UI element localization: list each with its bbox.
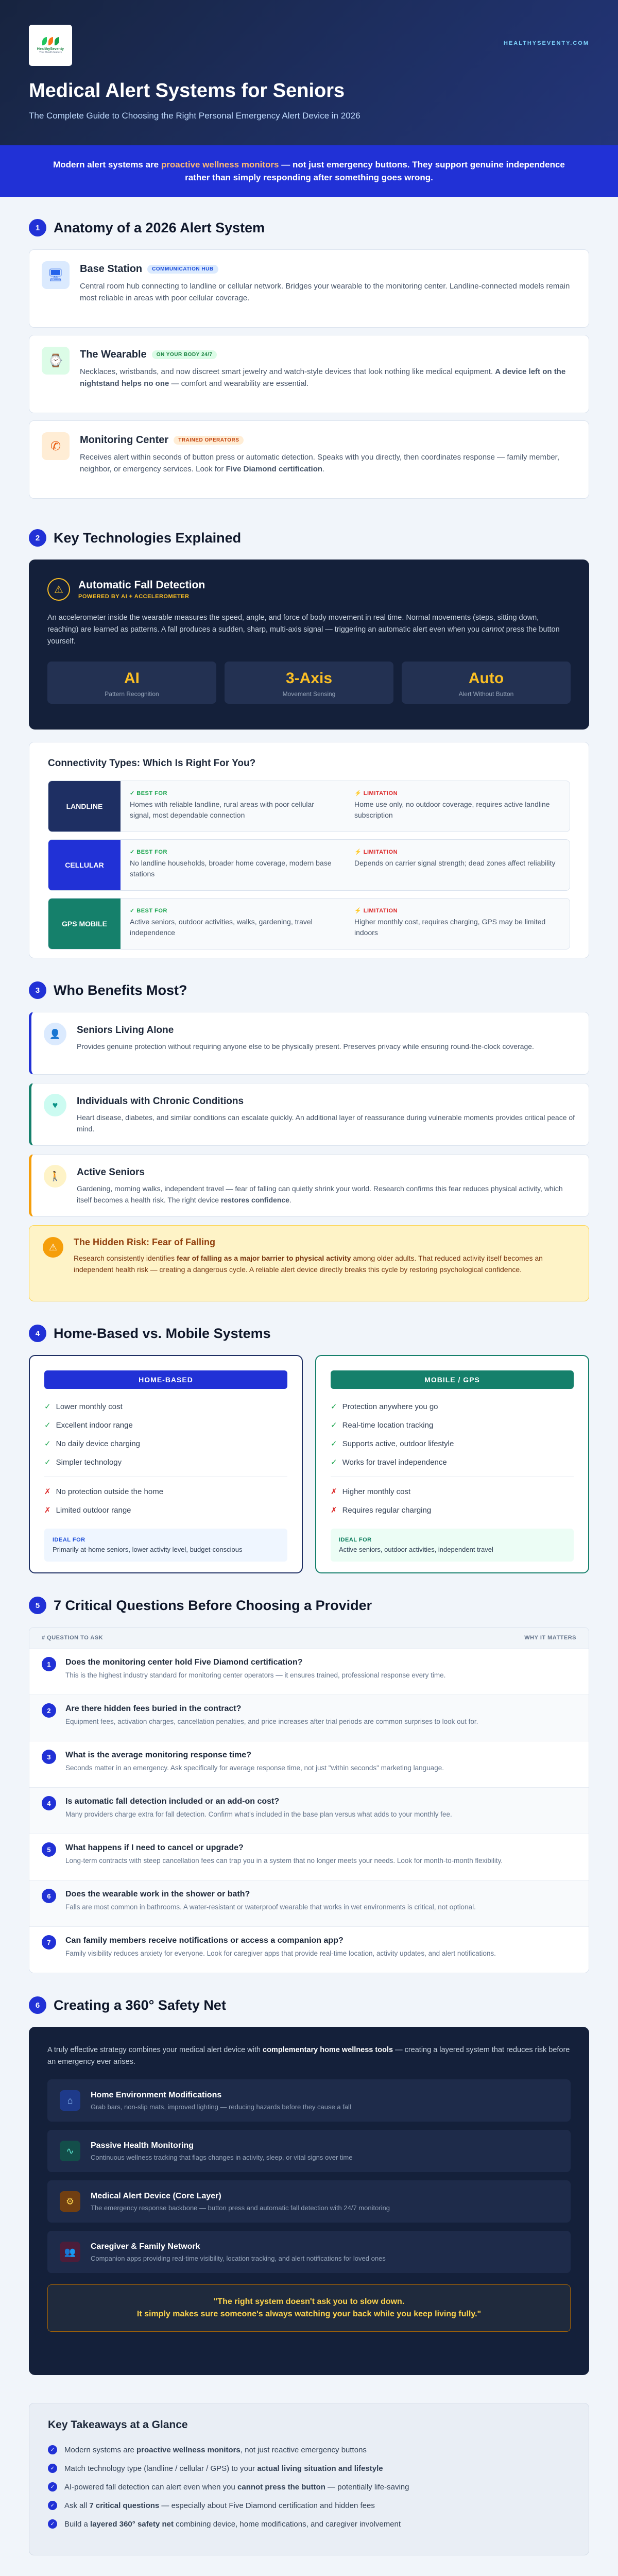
column-header: WHY IT MATTERS (524, 1635, 576, 1641)
walking-icon: 🚶 (44, 1165, 66, 1188)
section-number: 2 (29, 529, 46, 547)
column-header: # QUESTION TO ASK (42, 1635, 104, 1641)
connectivity-title: Connectivity Types: Which Is Right For You? (48, 758, 256, 769)
quote-line: "The right system doesn't ask you to slow down. (213, 2297, 405, 2306)
question-row (29, 1880, 589, 1926)
benefit-card-chronic (29, 1083, 589, 1146)
card-text: Central room hub connecting to landline or cellular network. Bridges your wearable to the monitoring center. Landline-connected models remain most reliable in areas with poor cellular coverage. (80, 282, 570, 303)
takeaways-title: Key Takeaways at a Glance (48, 2419, 188, 2431)
benefit-title: Seniors Living Alone (77, 1025, 174, 1036)
banner-highlight: proactive wellness monitors (161, 159, 279, 170)
benefit-card-active (29, 1154, 589, 1217)
section-6-header (29, 1995, 589, 2015)
quote-line: It simply makes sure someone's always watching your back while you keep living fully." (136, 2310, 482, 2319)
question-reason: Long-term contracts with steep cancellation fees can trap you in a system that no longer meets your needs. Look for month-to-month flexibility. (65, 1857, 503, 1865)
stat-tile: 3-Axis Movement Sensing (225, 662, 393, 704)
question-reason: Seconds matter in an emergency. Ask specifically for average response time, not just "within seconds" marketing language. (65, 1764, 444, 1772)
ideal-for-box: IDEAL FOR Active seniors, outdoor activities, independent travel (331, 1529, 574, 1562)
card-pill: ON YOUR BODY 24/7 (152, 350, 217, 359)
anatomy-card-monitoring-center (29, 420, 589, 499)
fall-text: An accelerometer inside the wearable measures the speed, angle, and force of body movement in real time. Normal movements (steps, sitting down, reaching) are learned as patterns. A fall produces a sudden, sharp, multi-axis signal — triggering an automatic alert even when you cannot press the button yourself. (47, 614, 560, 646)
section-5-header (29, 1595, 589, 1616)
benefit-title: Individuals with Chronic Conditions (77, 1096, 244, 1107)
quote-box (47, 2284, 571, 2332)
section-title: Anatomy of a 2026 Alert System (54, 219, 265, 235)
section-4-header (29, 1323, 589, 1344)
question-number: 6 (42, 1889, 56, 1903)
question-number: 5 (42, 1842, 56, 1857)
pro-item: ✓ Simpler technology (44, 1458, 122, 1467)
benefit-text: Provides genuine protection without requiring anyone else to be physically present. Preserves privacy while ensuring round-the-clock coverage. (77, 1042, 534, 1050)
question-number: 4 (42, 1796, 56, 1810)
section-1-header (29, 217, 589, 238)
safety-layer: ⌂ Home Environment Modifications Grab bars, non-slip mats, improved lighting — reducing hazards before they cause a fall (47, 2079, 571, 2122)
safety-layer: ⚙ Medical Alert Device (Core Layer) The emergency response backbone — button press and automatic fall detection with 24/7 monitoring (47, 2180, 571, 2223)
question-text: Are there hidden fees buried in the contract? (65, 1704, 242, 1713)
logo-name: HealthySeventy (37, 47, 64, 51)
home-icon: ⌂ (60, 2090, 80, 2111)
heart-icon: ♥ (44, 1094, 66, 1116)
questions-table (29, 1627, 589, 1973)
section-number: 4 (29, 1325, 46, 1342)
question-reason: Family visibility reduces anxiety for everyone. Look for caregiver apps that provide real-time location, activity updates, and alert notifications. (65, 1950, 496, 1957)
question-reason: Falls are most common in bathrooms. A water-resistant or waterproof wearable that works in wet environments is critical, not optional. (65, 1903, 476, 1911)
card-text: Receives alert within seconds of button press or automatic detection. Speaks with you directly, then coordinates response — family member, neighbor, or emergency services. Look for Five Diamond certification. (80, 453, 560, 474)
section-number: 1 (29, 219, 46, 236)
takeaway-item: ✓ Build a layered 360° safety net combining device, home modifications, and caregiver involvement (48, 2515, 570, 2533)
card-title: Monitoring Center (80, 434, 169, 446)
takeaway-item: ✓ AI-powered fall detection can alert even when you cannot press the button — potentially life-saving (48, 2478, 570, 2496)
question-text: Can family members receive notifications or access a companion app? (65, 1936, 344, 1945)
check-icon: ✓ (48, 2464, 57, 2473)
hidden-risk-callout (29, 1225, 589, 1301)
section-number: 3 (29, 981, 46, 999)
question-number: 1 (42, 1657, 56, 1671)
pulse-icon: ∿ (60, 2141, 80, 2161)
section-number: 6 (29, 1996, 46, 2014)
question-reason: Equipment fees, activation charges, cancellation penalties, and price increases after trial periods are common surprises to look out for. (65, 1718, 478, 1725)
connectivity-row-gps: GPS MOBILE ✓ BEST FOR Active seniors, outdoor activities, walks, gardening, travel independence ⚡ LIMITATION Higher monthly cost, requires charging, GPS may be limited indoors (48, 898, 570, 950)
section-number: 5 (29, 1597, 46, 1614)
pro-item: ✓ Excellent indoor range (44, 1420, 133, 1430)
question-number: 3 (42, 1750, 56, 1764)
question-text: Does the wearable work in the shower or bath? (65, 1890, 250, 1899)
banner-text-end: — not just emergency buttons. They support genuine independence rather than simply responding after something goes wrong. (185, 159, 565, 182)
anatomy-card-wearable (29, 335, 589, 413)
benefit-card-living-alone (29, 1012, 589, 1075)
safety-layer: 👥 Caregiver & Family Network Companion apps providing real-time visibility, location tracking, and alert notifications for loved ones (47, 2231, 571, 2273)
con-item: ✗ Requires regular charging (331, 1505, 432, 1515)
risk-text: Research consistently identifies fear of falling as a major barrier to physical activity among older adults. That reduced activity itself becomes an independent health risk — creating a dangerous cycle. A reliable alert device directly breaks this cycle by restoring psychological confidence. (74, 1254, 543, 1274)
question-row (29, 1834, 589, 1880)
fall-icon: ⚠ (47, 578, 70, 601)
pro-item: ✓ Works for travel independence (331, 1458, 447, 1467)
takeaway-item: ✓ Match technology type (landline / cellular / GPS) to your actual living situation and lifestyle (48, 2459, 570, 2478)
phone-icon: ✆ (42, 432, 70, 460)
connectivity-row-landline: LANDLINE ✓ BEST FOR Homes with reliable landline, rural areas with poor cellular signal, most dependable connection ⚡ LIMITATION Home use only, no outdoor coverage, requires active landline subscription (48, 781, 570, 832)
home-based-card (29, 1355, 303, 1573)
stat-tile: Auto Alert Without Button (402, 662, 571, 704)
intro-banner (0, 145, 618, 197)
banner-text: Modern alert systems are (53, 159, 161, 170)
benefit-title: Active Seniors (77, 1167, 145, 1178)
ideal-for-box: IDEAL FOR Primarily at-home seniors, lower activity level, budget-conscious (44, 1529, 287, 1562)
question-text: What is the average monitoring response time? (65, 1751, 251, 1759)
fall-subtitle: POWERED BY AI + ACCELEROMETER (78, 594, 190, 600)
check-icon: ✓ (48, 2445, 57, 2454)
site-logo[interactable] (29, 25, 72, 66)
card-title: The Wearable (80, 349, 147, 360)
page-subtitle: The Complete Guide to Choosing the Right Personal Emergency Alert Device in 2026 (29, 111, 360, 121)
con-item: ✗ Limited outdoor range (44, 1505, 131, 1515)
pro-item: ✓ Real-time location tracking (331, 1420, 434, 1430)
connectivity-row-cellular: CELLULAR ✓ BEST FOR No landline households, broader home coverage, modern base stations ⚡ LIMITATION Depends on carrier signal strength; dead zones affect reliability (48, 839, 570, 891)
section-title: Who Benefits Most? (54, 982, 187, 998)
benefit-text: Gardening, morning walks, independent travel — fear of falling can quietly shrink your world. Research confirms this fear reduces physical activity, which itself becomes a health risk. The right device restores confidence. (77, 1184, 563, 1204)
connectivity-panel (29, 742, 589, 958)
con-item: ✗ No protection outside the home (44, 1487, 164, 1496)
card-title: Base Station (80, 263, 143, 275)
fall-title: Automatic Fall Detection (78, 579, 205, 591)
question-row (29, 1694, 589, 1741)
benefit-text: Heart disease, diabetes, and similar conditions can escalate quickly. An additional layer of reassurance during vulnerable moments provides critical peace of mind. (77, 1113, 575, 1133)
takeaway-item: ✓ Ask all 7 critical questions — especially about Five Diamond certification and hidden fees (48, 2496, 570, 2515)
safety-layer: ∿ Passive Health Monitoring Continuous wellness tracking that flags changes in activity, sleep, or vital signs over time (47, 2130, 571, 2172)
section-2-header (29, 528, 589, 548)
site-url[interactable]: HEALTHYSEVENTY.COM (504, 40, 589, 46)
section-3-header (29, 980, 589, 1001)
alert-icon: ⚙ (60, 2191, 80, 2212)
section-title: 7 Critical Questions Before Choosing a Provider (54, 1597, 372, 1613)
question-row (29, 1648, 589, 1694)
question-text: What happens if I need to cancel or upgrade? (65, 1843, 244, 1852)
stat-tile: AI Pattern Recognition (47, 662, 216, 704)
card-header: MOBILE / GPS (331, 1370, 574, 1389)
check-icon: ✓ (48, 2482, 57, 2492)
question-row (29, 1787, 589, 1834)
card-pill: COMMUNICATION HUB (147, 265, 218, 274)
warning-icon: ⚠ (43, 1237, 63, 1258)
anatomy-card-base-station (29, 249, 589, 328)
pro-item: ✓ Protection anywhere you go (331, 1402, 438, 1411)
fall-detection-panel (29, 560, 589, 730)
takeaways-panel (29, 2403, 589, 2555)
logo-tagline: Your Health Matters (39, 50, 62, 54)
section-title: Creating a 360° Safety Net (54, 1997, 226, 2013)
card-header: HOME-BASED (44, 1370, 287, 1389)
pro-item: ✓ Supports active, outdoor lifestyle (331, 1439, 454, 1448)
question-text: Is automatic fall detection included or an add-on cost? (65, 1797, 280, 1806)
card-pill: TRAINED OPERATORS (174, 436, 244, 445)
pro-item: ✓ No daily device charging (44, 1439, 141, 1448)
question-row (29, 1926, 589, 1973)
takeaway-item: ✓ Modern systems are proactive wellness monitors, not just reactive emergency buttons (48, 2441, 570, 2459)
con-item: ✗ Higher monthly cost (331, 1487, 411, 1496)
section-title: Home-Based vs. Mobile Systems (54, 1325, 271, 1341)
person-icon: 👤 (44, 1023, 66, 1045)
watch-icon: ⌚ (42, 347, 70, 375)
question-text: Does the monitoring center hold Five Diamond certification? (65, 1658, 303, 1667)
page-title: Medical Alert Systems for Seniors (29, 80, 345, 101)
pro-item: ✓ Lower monthly cost (44, 1402, 123, 1411)
hero (0, 0, 618, 145)
question-reason: This is the highest industry standard for monitoring center operators — it ensures trained, professional response every time. (65, 1671, 446, 1679)
question-reason: Many providers charge extra for fall detection. Confirm what's included in the base plan versus what adds to your monthly fee. (65, 1810, 452, 1818)
section-title: Key Technologies Explained (54, 530, 242, 546)
card-text: Necklaces, wristbands, and now discreet smart jewelry and watch-style devices that look nothing like medical equipment. A device left on the nightstand helps no one — comfort and wearability are essential. (80, 367, 566, 388)
question-number: 7 (42, 1935, 56, 1950)
people-icon: 👥 (60, 2242, 80, 2262)
safety-net-panel (29, 2027, 589, 2375)
mobile-gps-card (315, 1355, 589, 1573)
question-number: 2 (42, 1703, 56, 1718)
check-icon: ✓ (48, 2501, 57, 2510)
risk-title: The Hidden Risk: Fear of Falling (74, 1237, 216, 1247)
question-row (29, 1741, 589, 1787)
check-icon: ✓ (48, 2519, 57, 2529)
safety-intro: A truly effective strategy combines your medical alert device with complementary home wellness tools — creating a layered system that reduces risk before an emergency ever arises. (47, 2046, 570, 2066)
monitor-icon: 🖥 (42, 261, 70, 289)
